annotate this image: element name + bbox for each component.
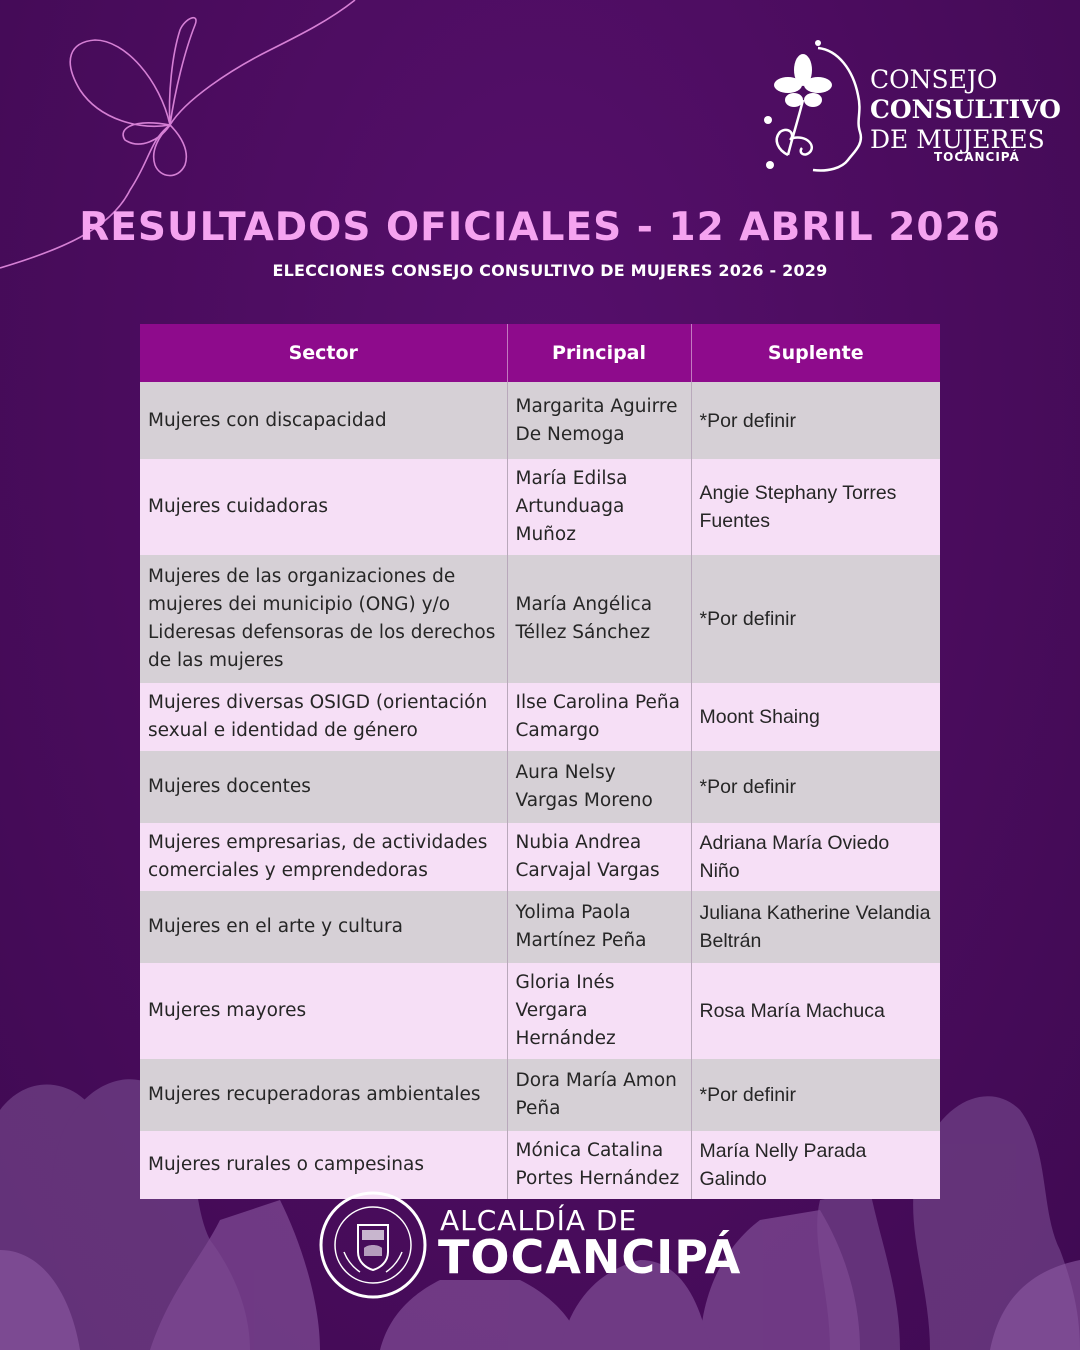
suplente-cell: Juliana Katherine Velandia Beltrán (691, 891, 940, 963)
sector-cell: Mujeres rurales o campesinas (140, 1131, 507, 1199)
sector-cell: Mujeres docentes (140, 751, 507, 823)
logo-wordmark (870, 65, 1061, 155)
suplente-cell: *Por definir (691, 751, 940, 823)
principal-cell: Margarita Aguirre De Nemoga (507, 382, 691, 459)
logo-line-2: CONSULTIVO (870, 95, 1061, 124)
principal-cell: Yolima Paola Martínez Peña (507, 891, 691, 963)
logo-line-1: CONSEJO (870, 65, 998, 94)
logo-line-3: DE MUJERES (870, 125, 1045, 154)
table-row (140, 963, 940, 1059)
municipal-seal-icon (318, 1190, 428, 1300)
table-row (140, 751, 940, 823)
principal-cell: Mónica Catalina Portes Hernández (507, 1131, 691, 1199)
footer-line-1: ALCALDÍA DE (440, 1204, 638, 1237)
table-header-row (140, 324, 940, 382)
sector-cell: Mujeres de las organizaciones de mujeres dei municipio (ONG) y/o Lideresas defensoras de los derechos de las mujeres (140, 555, 507, 683)
flower-woman-profile-icon (758, 40, 870, 175)
results-table (140, 324, 940, 1199)
logo-subtitle: TOCANCIPÁ (934, 150, 1020, 164)
suplente-cell: Rosa María Machuca (691, 963, 940, 1059)
sector-cell: Mujeres recuperadoras ambientales (140, 1059, 507, 1131)
suplente-cell: María Nelly Parada Galindo (691, 1131, 940, 1199)
consejo-logo (758, 40, 1061, 180)
table-row (140, 459, 940, 555)
table-row (140, 382, 940, 459)
principal-cell: Dora María Amon Peña (507, 1059, 691, 1131)
sector-cell: Mujeres cuidadoras (140, 459, 507, 555)
column-header-sector: Sector (140, 324, 507, 382)
principal-cell: Nubia Andrea Carvajal Vargas (507, 823, 691, 891)
suplente-cell: *Por definir (691, 382, 940, 459)
table-row (140, 1059, 940, 1131)
column-header-principal: Principal (507, 324, 691, 382)
footer-line-2: TOCANCIPÁ (438, 1230, 742, 1284)
sector-cell: Mujeres empresarias, de actividades comerciales y emprendedoras (140, 823, 507, 891)
principal-cell: María Edilsa Artunduaga Muñoz (507, 459, 691, 555)
suplente-cell: Angie Stephany Torres Fuentes (691, 459, 940, 555)
table-row (140, 683, 940, 751)
table-row (140, 555, 940, 683)
table-row (140, 1131, 940, 1199)
sector-cell: Mujeres mayores (140, 963, 507, 1059)
suplente-cell: Moont Shaing (691, 683, 940, 751)
principal-cell: María Angélica Téllez Sánchez (507, 555, 691, 683)
suplente-cell: *Por definir (691, 1059, 940, 1131)
principal-cell: Ilse Carolina Peña Camargo (507, 683, 691, 751)
sector-cell: Mujeres en el arte y cultura (140, 891, 507, 963)
principal-cell: Aura Nelsy Vargas Moreno (507, 751, 691, 823)
table-row (140, 891, 940, 963)
principal-cell: Gloria Inés Vergara Hernández (507, 963, 691, 1059)
sector-cell: Mujeres con discapacidad (140, 382, 507, 459)
suplente-cell: *Por definir (691, 555, 940, 683)
alcaldia-logo (318, 1190, 742, 1300)
sector-cell: Mujeres diversas OSIGD (orientación sexual e identidad de género (140, 683, 507, 751)
page-title: RESULTADOS OFICIALES - 12 ABRIL 2026 (79, 205, 1001, 250)
table-row (140, 823, 940, 891)
suplente-cell: Adriana María Oviedo Niño (691, 823, 940, 891)
page-subtitle: ELECCIONES CONSEJO CONSULTIVO DE MUJERES 2026 - 2029 (272, 261, 828, 280)
column-header-suplente: Suplente (691, 324, 940, 382)
